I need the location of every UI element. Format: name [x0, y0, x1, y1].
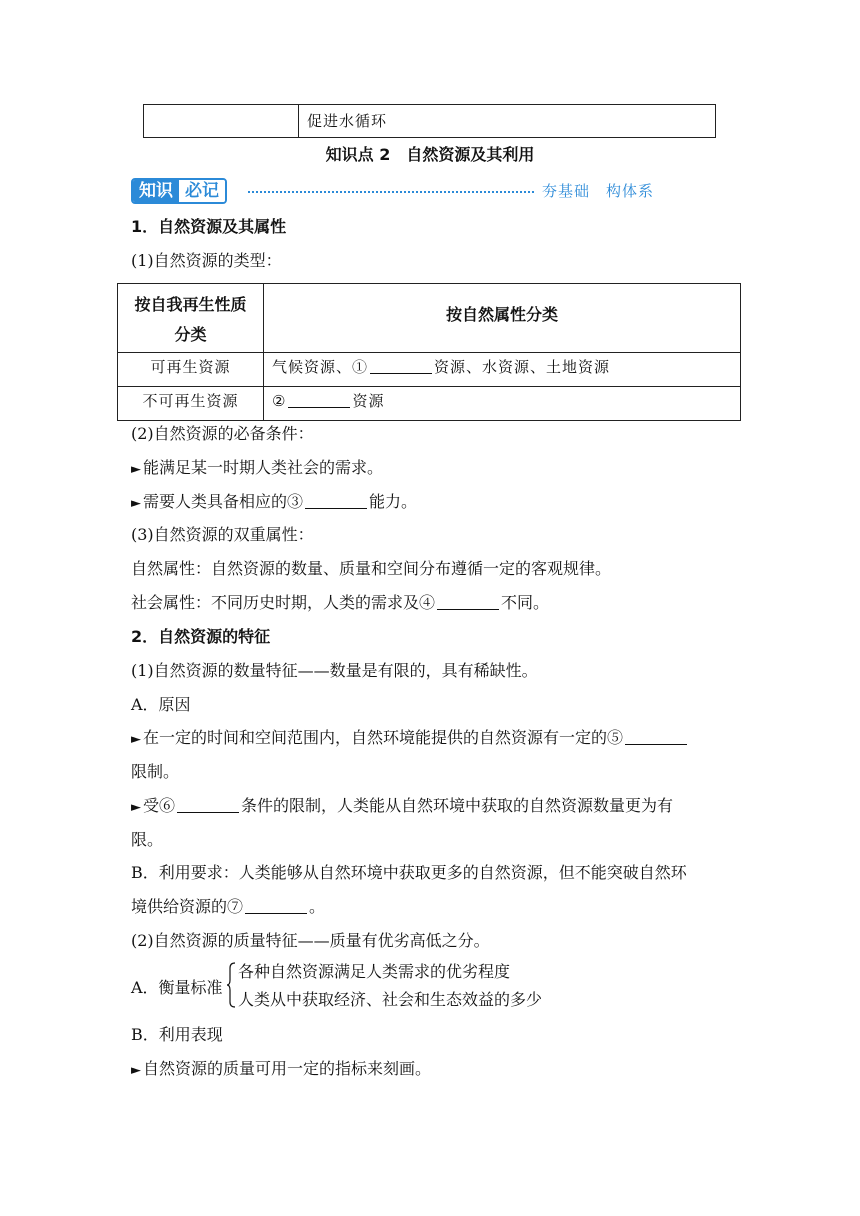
banner-tag: 夯基础 构体系	[536, 180, 654, 201]
bullet-continuation: 限制。	[131, 762, 180, 781]
measure-item-1: 各种自然资源满足人类需求的优劣程度	[238, 962, 511, 981]
bullet-line	[131, 727, 689, 751]
subheading-1-3: (3)自然资源的双重属性：	[131, 525, 314, 544]
badge-left: 知识	[133, 180, 179, 202]
measure-item-2: 人类从中获取经济、社会和生态效益的多少	[238, 990, 543, 1009]
requirement-post: 。	[309, 897, 326, 916]
row2-type: 不可再生资源	[142, 392, 239, 410]
col2-header: 按自然属性分类	[445, 305, 558, 324]
knowledge-banner	[131, 178, 663, 204]
social-post: 不同。	[501, 593, 550, 612]
left-brace-icon	[226, 962, 236, 1008]
triangle-bullet-icon: ►	[131, 800, 141, 815]
badge-right: 必记	[179, 180, 225, 202]
bullet-line	[131, 491, 417, 515]
measure-label: A．衡量标准	[131, 978, 223, 997]
social-attribute	[131, 592, 549, 614]
continued-table	[143, 104, 716, 138]
triangle-bullet-icon: ►	[131, 1063, 141, 1078]
col1-header	[118, 290, 263, 350]
reason-label: A．原因	[131, 695, 191, 714]
bullet-text: 自然资源的质量可用一定的指标来刻画。	[143, 1059, 432, 1078]
table-divider	[298, 105, 299, 137]
table-hline	[118, 386, 740, 387]
fill-blank-5[interactable]	[625, 730, 687, 745]
knowledge-badge	[131, 178, 227, 204]
use-label: B．利用表现	[131, 1025, 223, 1044]
requirement-line1: B．利用要求：人类能够从自然环境中获取更多的自然资源，但不能突破自然环	[131, 863, 687, 882]
row2-content	[272, 390, 384, 411]
resource-type-table	[117, 283, 741, 421]
row1-pre: 气候资源、①	[272, 358, 369, 376]
row1-post: 资源、水资源、土地资源	[434, 358, 611, 376]
fill-blank-6[interactable]	[177, 798, 239, 813]
subheading-2-1: (1)自然资源的数量特征——数量是有限的，具有稀缺性。	[131, 661, 538, 680]
heading-1: 1．自然资源及其属性	[131, 217, 287, 236]
table-cell: 促进水循环	[307, 112, 388, 130]
row1-type: 可再生资源	[150, 358, 231, 376]
requirement-line2	[131, 896, 325, 918]
bullet-text: 能满足某一时期人类社会的需求。	[143, 458, 384, 477]
bullet-text: 条件的限制，人类能从自然环境中获取的自然资源数量更为有	[241, 796, 674, 815]
fill-blank-2[interactable]	[288, 393, 350, 408]
section-title: 知识点 2 自然资源及其利用	[325, 145, 535, 164]
row2-pre: ②	[272, 392, 287, 410]
subheading-2-2: (2)自然资源的质量特征——质量有优劣高低之分。	[131, 931, 490, 950]
social-pre: 社会属性：不同历史时期，人类的需求及④	[131, 593, 436, 612]
col1-header-line2: 分类	[174, 325, 207, 344]
requirement-pre: 境供给资源的⑦	[131, 897, 244, 916]
bullet-text: 需要人类具备相应的③	[143, 492, 304, 511]
fill-blank-4[interactable]	[437, 595, 499, 610]
triangle-bullet-icon: ►	[131, 462, 141, 477]
table-hline	[118, 352, 740, 353]
bullet-text: 在一定的时间和空间范围内，自然环境能提供的自然资源有一定的⑤	[143, 728, 624, 747]
heading-2: 2．自然资源的特征	[131, 627, 271, 646]
fill-blank-7[interactable]	[245, 899, 307, 914]
fill-blank-1[interactable]	[370, 359, 432, 374]
row2-post: 资源	[352, 392, 385, 410]
bullet-text: 能力。	[369, 492, 418, 511]
bullet-line	[131, 795, 673, 819]
subheading-1-1: (1)自然资源的类型：	[131, 251, 282, 270]
fill-blank-3[interactable]	[305, 494, 367, 509]
col1-header-line1: 按自我再生性质	[134, 295, 247, 314]
bullet-text: 受⑥	[143, 796, 176, 815]
row1-content	[272, 356, 610, 377]
subheading-1-2: (2)自然资源的必备条件：	[131, 424, 314, 443]
natural-attribute: 自然属性：自然资源的数量、质量和空间分布遵循一定的客观规律。	[131, 559, 612, 578]
triangle-bullet-icon: ►	[131, 732, 141, 747]
bullet-line	[131, 457, 383, 481]
bullet-continuation: 限。	[131, 830, 164, 849]
triangle-bullet-icon: ►	[131, 496, 141, 511]
bullet-line	[131, 1058, 431, 1082]
